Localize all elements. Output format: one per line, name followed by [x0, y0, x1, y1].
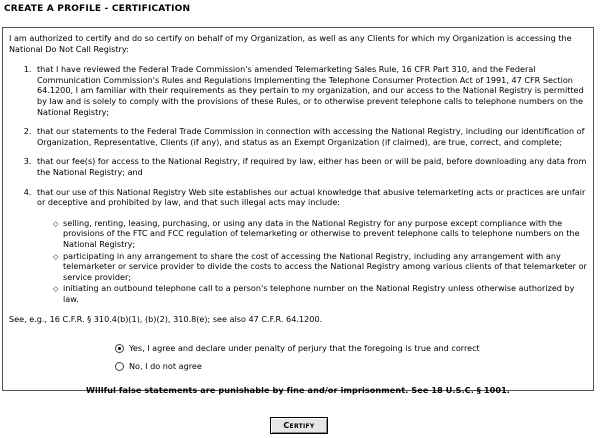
- agree-label[interactable]: Yes, I agree and declare under penalty of perjury that the foregoing is true and correct: [129, 342, 480, 353]
- illegal-act-item: [53, 251, 587, 283]
- disagree-option[interactable]: [115, 358, 587, 374]
- certification-panel: [2, 27, 594, 396]
- certification-list: [9, 64, 587, 304]
- certification-intro: I am authorized to certify and do so certify on behalf of my Organization, as well as any Clients for which my Organization is accessing the National Do Not Call Registry:: [9, 33, 572, 54]
- agreement-options: [115, 340, 587, 374]
- diamond-bullet-icon: ◇: [53, 219, 59, 228]
- agree-radio[interactable]: [115, 344, 124, 353]
- illegal-act-item: [53, 283, 587, 304]
- certification-item: [34, 126, 587, 147]
- agree-option[interactable]: [115, 340, 587, 356]
- certification-item-text: that I have reviewed the Federal Trade Commission's amended Telemarketing Sales Rule, 16 CFR Part 310, and the Federal Communication Commission's Rules and Regulations Implementing the Telephone Consumer Protection Act of 1991, 47 CFR Section 64.1200, I am familiar with their requirements as they pertain to my organization, and our access to the National Registry is permitted by law and is solely to comply with the provisions of these Rules, or to otherwise prevent telephone calls to telephone numbers on the National Registry;: [37, 64, 584, 117]
- certification-item: [34, 187, 587, 305]
- illegal-act-text: initiating an outbound telephone call to a person's telephone number on the National Registry unless otherwise authorized by law.: [63, 283, 575, 304]
- illegal-act-item: [53, 218, 587, 250]
- perjury-warning: Willful false statements are punishable by fine and/or imprisonment. See 18 U.S.C. § 1001.: [86, 385, 510, 396]
- diamond-bullet-icon: ◇: [53, 252, 59, 261]
- diamond-bullet-icon: ◇: [53, 285, 59, 294]
- illegal-act-text: selling, renting, leasing, purchasing, or using any data in the National Registry for any purpose except compliance with the provisions of the FTC and FCC regulation of telemarketing or otherwise to prevent telephone calls to telephone numbers on the National Registry;: [63, 217, 580, 249]
- certification-item: [34, 64, 587, 117]
- certification-item: [34, 156, 587, 177]
- regulation-reference: See, e.g., 16 C.F.R. § 310.4(b)(1), (b)(2), 310.8(e); see also 47 C.F.R. 64.1200.: [9, 314, 323, 325]
- certification-item-text: that our statements to the Federal Trade Commission in connection with accessing the National Registry, including our identification of Organization, Representative, Clients (if any), and status as an Exempt Organization (if claimed), are true, correct, and complete;: [37, 126, 585, 147]
- disagree-radio[interactable]: [115, 362, 124, 371]
- page-title: CREATE A PROFILE - CERTIFICATION: [4, 4, 191, 14]
- certification-item-text: that our use of this National Registry Web site establishes our actual knowledge that abusive telemarketing acts or practices are unfair or deceptive and prohibited by law, and that such illegal acts may include:: [37, 186, 586, 208]
- certification-item-text: that our fee(s) for access to the National Registry, if required by law, either has been or will be paid, before downloading any data from the National Registry; and: [37, 156, 587, 177]
- disagree-label[interactable]: No, I do not agree: [129, 360, 202, 371]
- illegal-act-text: participating in any arrangement to share the cost of accessing the National Registry, including any arrangement with any telemarketer or service provider to divide the costs to access the National Registry among various clients of that telemarketer or service provider;: [63, 250, 587, 282]
- certify-button[interactable]: Certify: [270, 417, 328, 434]
- illegal-acts-list: [37, 218, 587, 305]
